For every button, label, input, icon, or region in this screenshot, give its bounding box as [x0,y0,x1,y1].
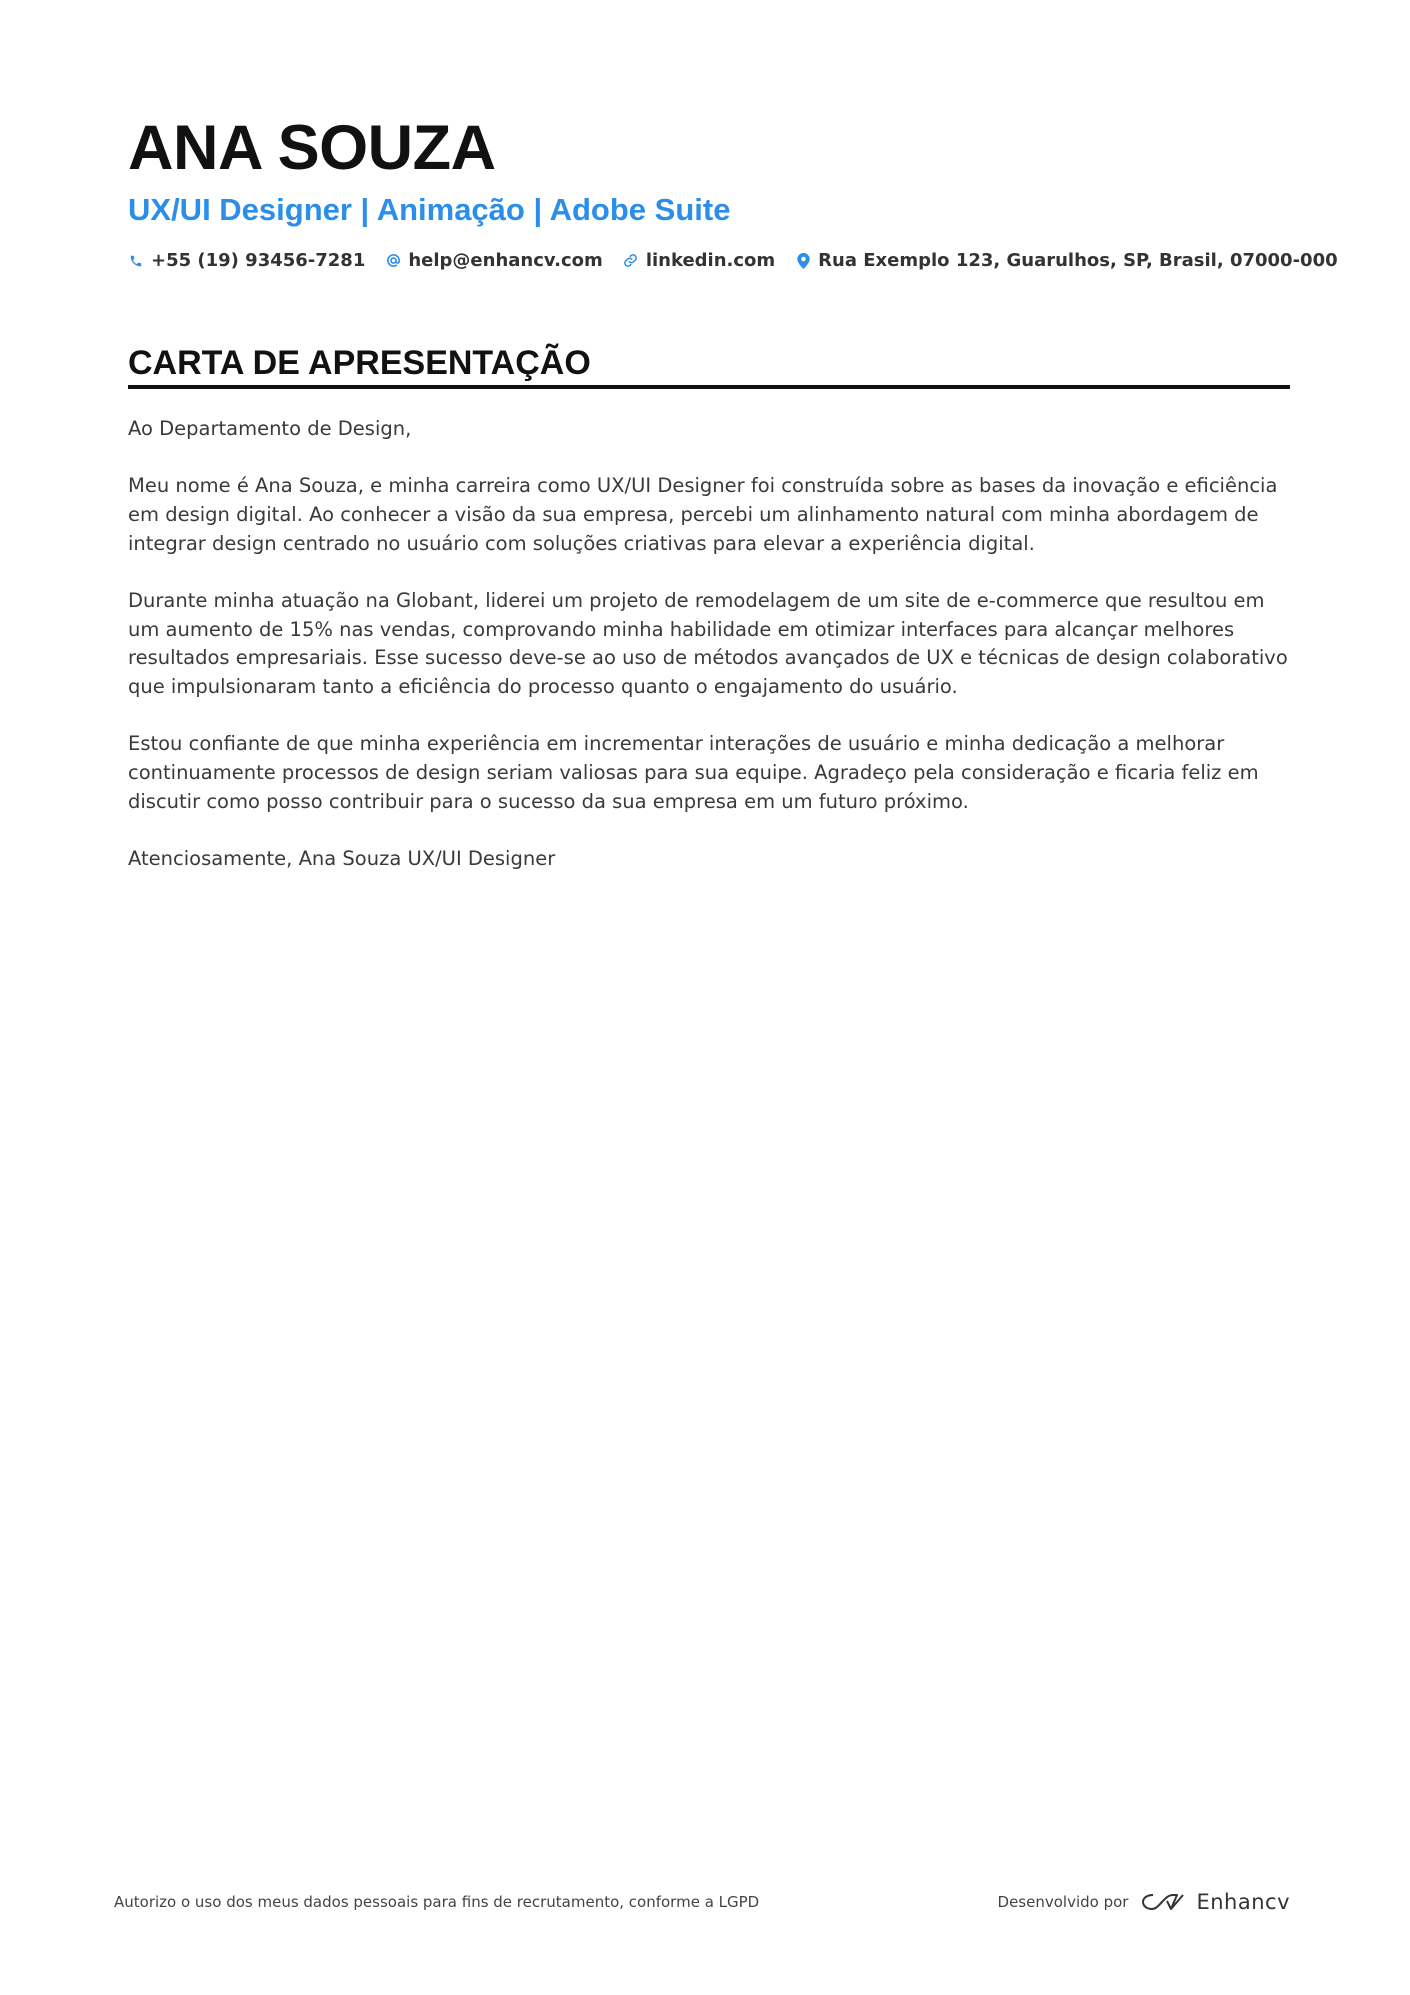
at-icon [385,253,401,269]
contact-email[interactable] [385,250,602,271]
contact-phone [128,250,365,271]
section-title: CARTA DE APRESENTAÇÃO [128,343,1290,389]
cover-letter-page [128,110,1338,902]
link-icon [623,253,639,269]
contact-address [795,250,1337,271]
letter-paragraph: Meu nome é Ana Souza, e minha carreira como UX/UI Designer foi construída sobre as bases da inovação e eficiência em design digital. Ao conhecer a visão da sua empresa, percebi um alinhamento natural com minha abordagem de integrar design centrado no usuário com soluções criativas para elevar a experiência digital. [128,474,1278,555]
contact-address-text: Rua Exemplo 123, Guarulhos, SP, Brasil, 07000-000 [818,250,1338,271]
contact-bar [128,250,1338,271]
powered-by-label: Desenvolvido por [997,1893,1129,1911]
candidate-headline: UX/UI Designer | Animação | Adobe Suite [128,192,731,227]
contact-linkedin[interactable] [623,250,775,271]
brand-credit[interactable] [998,1890,1290,1914]
brand-name: Enhancv [1196,1890,1290,1914]
letter-paragraph: Durante minha atuação na Globant, liderei um projeto de remodelagem de um site de e-commerce que resultou em um aumento de 15% nas vendas, comprovando minha habilidade em otimizar interfaces para alcançar melhores resultados empresariais. Esse sucesso deve-se ao uso de métodos avançados de UX e técnicas de design colaborativo que impulsionaram tanto a eficiência do processo quanto o engajamento do usuário. [128,588,1288,698]
enhancv-logo-icon [1140,1891,1186,1913]
footer [114,1890,1290,1914]
letter-body [128,415,1290,873]
privacy-consent: Autorizo o uso dos meus dados pessoais para fins de recrutamento, conforme a LGPD [114,1893,760,1911]
contact-linkedin-text[interactable]: linkedin.com [645,250,776,271]
location-pin-icon [795,253,811,269]
letter-paragraph: Estou confiante de que minha experiência em incrementar interações de usuário e minha dedicação a melhorar continuamente processos de design seriam valiosas para sua equipe. Agradeço pela consideração e ficaria feliz em discutir como posso contribuir para o sucesso da sua empresa em um futuro próximo. [128,732,1259,813]
letter-greeting: Ao Departamento de Design, [128,417,412,440]
phone-icon [128,253,144,269]
contact-phone-text: +55 (19) 93456-7281 [151,250,366,271]
letter-closing: Atenciosamente, Ana Souza UX/UI Designer [128,846,556,870]
candidate-name: ANA SOUZA [128,113,496,183]
contact-email-text[interactable]: help@enhancv.com [408,250,603,271]
